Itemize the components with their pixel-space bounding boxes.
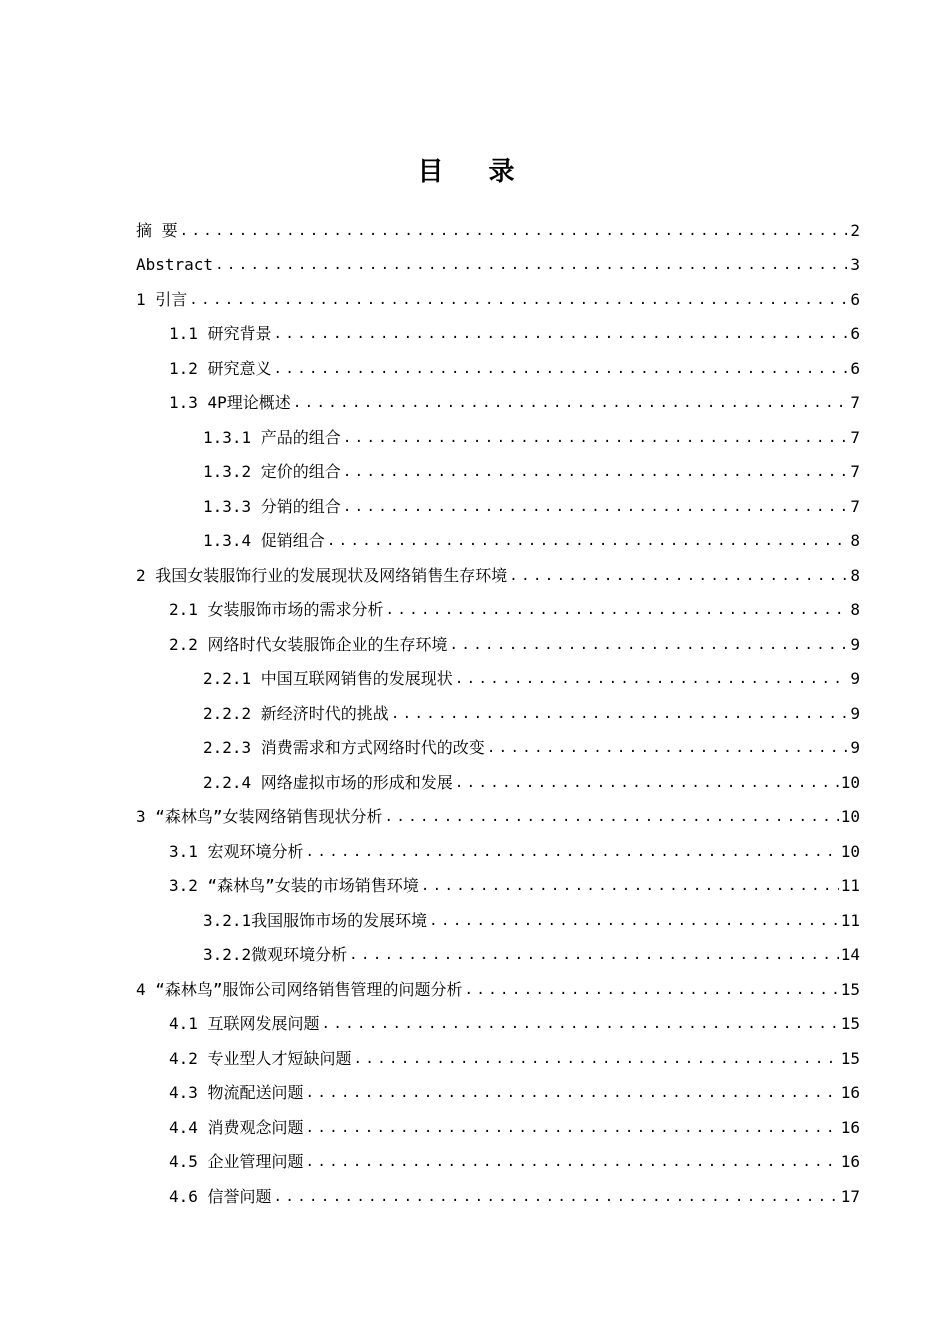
toc-entry-label: 4.1 互联网发展问题 [169,1014,320,1033]
toc-entry-label: 4.2 专业型人才短缺问题 [169,1048,352,1068]
toc-entry[interactable] [136,758,860,793]
toc-entry[interactable] [136,1172,860,1207]
toc-entry-label: 1.3 4P理论概述 [169,393,291,412]
toc-dot-leader [343,428,849,448]
toc-entry-label: 2 我国女装服饰行业的发展现状及网络销售生存环境 [136,565,508,585]
toc-entry-label: 4.4 消费观念问题 [169,1117,304,1137]
toc-dot-leader [391,704,849,724]
toc-entry-label: 1.3.4 促销组合 [203,531,325,550]
toc-dot-leader [429,911,839,931]
toc-dot-leader [180,221,849,241]
toc-entry-page-number: 9 [850,669,860,688]
toc-dot-leader [306,1118,839,1138]
table-of-contents [136,206,860,1207]
toc-entry-page-number: 9 [850,634,860,654]
page-title: 目 录 [417,157,533,187]
toc-entry-page-number: 10 [840,807,860,826]
toc-entry-page-number: 2 [850,220,860,240]
toc-entry[interactable] [136,586,860,621]
toc-entry[interactable] [136,206,860,241]
toc-dot-leader [509,566,848,586]
toc-entry-page-number: 7 [850,427,860,447]
toc-entry-page-number: 8 [850,565,860,585]
toc-dot-leader [455,773,839,793]
toc-entry-label: 3.2.1我国服饰市场的发展环境 [203,910,428,930]
toc-entry[interactable] [136,827,860,862]
toc-entry[interactable] [136,896,860,931]
toc-entry[interactable] [136,689,860,724]
toc-dot-leader [327,531,849,551]
toc-entry[interactable] [136,724,860,759]
toc-entry-label: 2.2.4 网络虚拟市场的形成和发展 [203,772,453,792]
toc-entry-page-number: 11 [840,876,860,895]
toc-entry-page-number: 16 [840,1117,860,1137]
toc-entry-page-number: 15 [840,1048,860,1068]
toc-dot-leader [385,807,839,827]
toc-entry[interactable] [136,1000,860,1035]
toc-entry-page-number: 16 [840,1152,860,1171]
toc-entry-page-number: 6 [850,358,860,378]
toc-dot-leader [189,290,848,310]
toc-entry[interactable] [136,655,860,690]
toc-entry-label: 2.2 网络时代女装服饰企业的生存环境 [169,634,448,654]
toc-entry-page-number: 10 [840,772,860,792]
toc-entry-label: 3.2 “森林鸟”女装的市场销售环境 [169,876,419,895]
toc-entry-label: Abstract [136,255,214,274]
toc-entry-page-number: 14 [840,945,860,964]
toc-entry[interactable] [136,931,860,966]
toc-entry[interactable] [136,413,860,448]
toc-entry-page-number: 15 [840,1014,860,1033]
toc-dot-leader [487,738,849,758]
toc-entry-label: 1.3.2 定价的组合 [203,462,341,481]
toc-entry[interactable] [136,1034,860,1069]
toc-entry-label: 2.2.2 新经济时代的挑战 [203,703,389,723]
toc-entry-page-number: 8 [850,600,860,619]
toc-entry-page-number: 7 [850,393,860,412]
toc-entry[interactable] [136,379,860,414]
toc-entry[interactable] [136,517,860,552]
toc-entry-label: 1.2 研究意义 [169,358,272,378]
toc-entry-page-number: 17 [840,1186,860,1206]
toc-entry-label: 2.2.1 中国互联网销售的发展现状 [203,669,453,688]
toc-entry-label: 3.2.2微观环境分析 [203,945,348,964]
toc-entry-page-number: 8 [850,531,860,550]
toc-entry-page-number: 9 [850,703,860,723]
toc-entry[interactable] [136,482,860,517]
toc-entry[interactable] [136,448,860,483]
toc-entry-page-number: 9 [850,738,860,757]
toc-entry-label: 1.3.1 产品的组合 [203,427,341,447]
toc-entry-label: 1 引言 [136,289,188,309]
toc-entry[interactable] [136,793,860,828]
toc-dot-leader [274,359,849,379]
toc-entry-page-number: 15 [840,979,860,999]
toc-dot-leader [322,1014,839,1034]
toc-dot-leader [343,462,849,482]
toc-entry-page-number: 6 [850,289,860,309]
toc-dot-leader [274,324,849,344]
toc-entry-label: 1.1 研究背景 [169,324,272,343]
toc-dot-leader [386,600,849,620]
toc-dot-leader [306,842,839,862]
toc-entry[interactable] [136,310,860,345]
toc-entry-page-number: 7 [850,462,860,481]
toc-entry[interactable] [136,620,860,655]
toc-entry-page-number: 10 [840,841,860,861]
toc-entry-label: 4.5 企业管理问题 [169,1152,304,1171]
toc-entry-label: 摘 要 [136,220,178,240]
toc-entry-label: 4.6 信誉问题 [169,1186,272,1206]
toc-dot-leader [455,669,849,689]
toc-entry-label: 1.3.3 分销的组合 [203,496,341,516]
toc-dot-leader [349,945,839,965]
toc-entry[interactable] [136,1138,860,1173]
toc-dot-leader [215,255,848,275]
toc-entry[interactable] [136,965,860,1000]
toc-entry-label: 2.2.3 消费需求和方式网络时代的改变 [203,738,485,757]
toc-dot-leader [354,1049,839,1069]
toc-entry-page-number: 6 [850,324,860,343]
toc-entry[interactable] [136,344,860,379]
toc-dot-leader [274,1187,839,1207]
toc-entry[interactable] [136,241,860,276]
toc-dot-leader [465,980,839,1000]
toc-entry[interactable] [136,551,860,586]
toc-dot-leader [421,876,839,896]
toc-entry-page-number: 7 [850,496,860,516]
toc-entry-label: 4 “森林鸟”服饰公司网络销售管理的问题分析 [136,979,463,999]
toc-entry[interactable] [136,1103,860,1138]
toc-entry[interactable] [136,862,860,897]
toc-entry[interactable] [136,1069,860,1104]
toc-entry-page-number: 16 [840,1083,860,1102]
toc-dot-leader [306,1152,839,1172]
toc-dot-leader [450,635,849,655]
toc-entry-label: 3 “森林鸟”女装网络销售现状分析 [136,807,383,826]
toc-dot-leader [293,393,849,413]
toc-entry-label: 3.1 宏观环境分析 [169,841,304,861]
toc-entry-label: 2.1 女装服饰市场的需求分析 [169,600,384,619]
toc-entry-page-number: 11 [840,910,860,930]
toc-entry-page-number: 3 [850,255,860,274]
toc-entry-label: 4.3 物流配送问题 [169,1083,304,1102]
toc-dot-leader [343,497,849,517]
toc-dot-leader [306,1083,839,1103]
toc-entry[interactable] [136,275,860,310]
